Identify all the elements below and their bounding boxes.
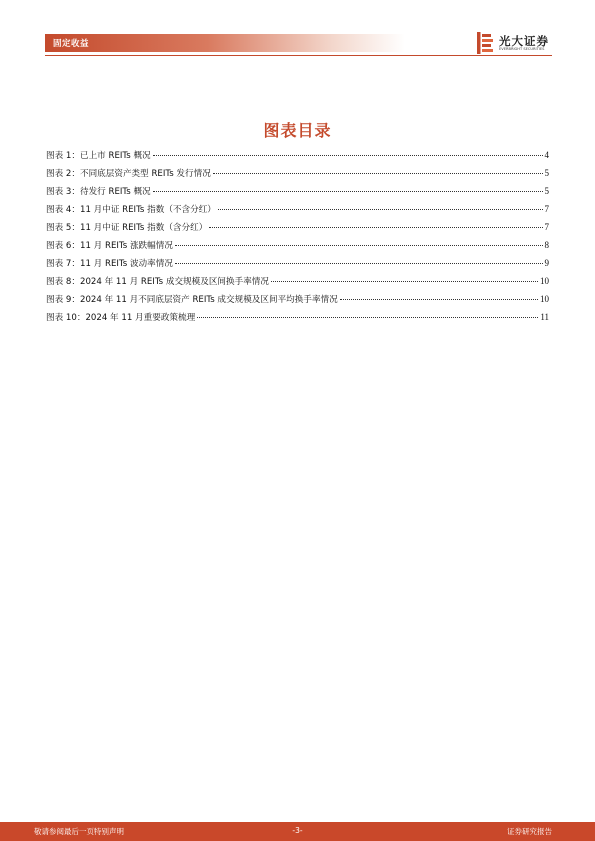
toc-entry-label: 图表 6：11 月 REITs 涨跌幅情况 <box>46 241 173 251</box>
toc-leader-dots <box>197 316 538 318</box>
header-divider <box>45 55 552 56</box>
toc-entry-page: 9 <box>544 258 549 268</box>
toc-entry-page: 10 <box>540 276 549 286</box>
toc-entry-label: 图表 9：2024 年 11 月不同底层资产 REITs 成交规模及区间平均换手率情况 <box>46 295 338 305</box>
toc-entry-label: 图表 2：不同底层资产类型 REITs 发行情况 <box>46 169 211 179</box>
toc-title: 图表目录 <box>263 121 332 140</box>
toc-leader-dots <box>340 298 538 300</box>
toc-entry[interactable] <box>46 203 549 221</box>
toc-leader-dots <box>213 172 543 174</box>
footer-report-type: 证券研究报告 <box>507 827 552 836</box>
toc-leader-dots <box>209 226 542 228</box>
toc-entry-page: 4 <box>544 150 549 160</box>
toc-entry-page: 10 <box>540 294 549 304</box>
logo-subtitle: EVERBRIGHT SECURITIES <box>499 47 545 51</box>
toc-leader-dots <box>218 208 543 210</box>
toc-entry[interactable] <box>46 311 549 329</box>
toc-entry[interactable] <box>46 221 549 239</box>
footer-page-number: -3- <box>292 826 303 835</box>
toc-entry[interactable] <box>46 167 549 185</box>
toc-entry-label: 图表 3：待发行 REITs 概况 <box>46 187 151 197</box>
toc-entry-label: 图表 4：11 月中证 REITs 指数（不含分红） <box>46 205 216 215</box>
toc-entry-page: 5 <box>544 168 549 178</box>
toc-list <box>46 149 549 329</box>
toc-leader-dots <box>175 262 543 264</box>
company-logo <box>477 32 557 54</box>
toc-entry-label: 图表 7：11 月 REITs 波动率情况 <box>46 259 173 269</box>
header-band <box>45 34 405 52</box>
toc-leader-dots <box>153 154 543 156</box>
toc-leader-dots <box>175 244 543 246</box>
toc-entry[interactable] <box>46 185 549 203</box>
toc-entry[interactable] <box>46 275 549 293</box>
everbright-logo-icon <box>477 32 493 54</box>
toc-entry-page: 11 <box>540 312 549 322</box>
toc-entry-label: 图表 10：2024 年 11 月重要政策梳理 <box>46 313 196 323</box>
toc-entry-label: 图表 5：11 月中证 REITs 指数（含分红） <box>46 223 208 233</box>
toc-entry-page: 5 <box>544 186 549 196</box>
toc-entry-page: 8 <box>544 240 549 250</box>
toc-entry-label: 图表 1：已上市 REITs 概况 <box>46 151 151 161</box>
toc-entry[interactable] <box>46 257 549 275</box>
footer-disclaimer: 敬请参阅最后一页特别声明 <box>34 827 124 836</box>
toc-leader-dots <box>271 280 538 282</box>
logo-name: 光大证券 <box>499 34 549 48</box>
toc-entry-label: 图表 8：2024 年 11 月 REITs 成交规模及区间换手率情况 <box>46 277 269 287</box>
section-tag: 固定收益 <box>53 39 90 49</box>
toc-entry-page: 7 <box>544 222 549 232</box>
toc-entry[interactable] <box>46 149 549 167</box>
toc-entry[interactable] <box>46 293 549 311</box>
toc-entry[interactable] <box>46 239 549 257</box>
toc-entry-page: 7 <box>544 204 549 214</box>
toc-leader-dots <box>153 190 543 192</box>
